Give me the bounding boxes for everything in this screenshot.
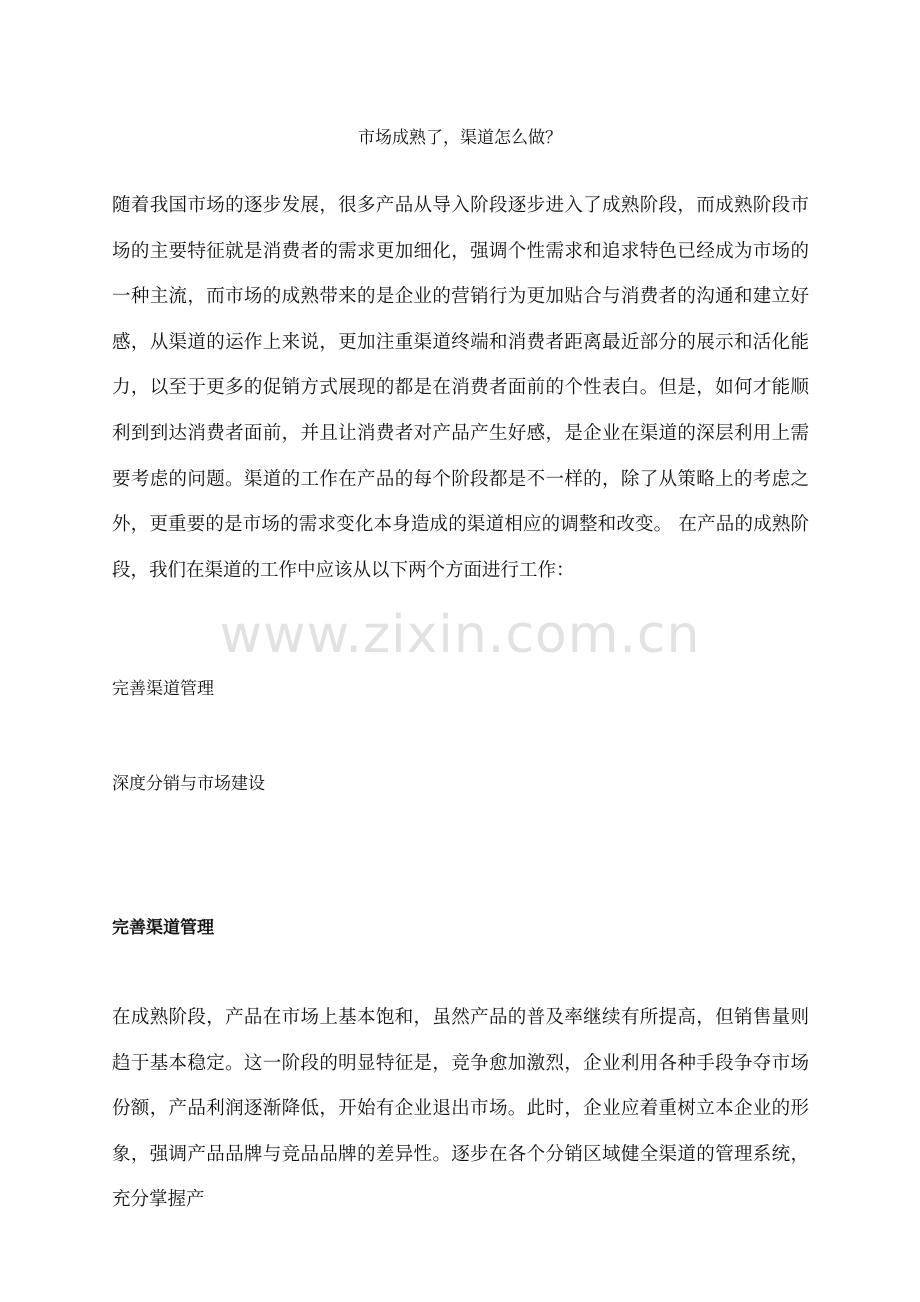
section-heading: 完善渠道管理 (112, 918, 214, 938)
intro-paragraph: 随着我国市场的逐步发展，很多产品从导入阶段逐步进入了成熟阶段，而成熟阶段市场的主要特征就是消费者的需求更加细化，强调个性需求和追求特色已经成为市场的一种主流，而市场的成熟带来的是企业的营销行为更加贴合与消费者的沟通和建立好感，从渠道的运作上来说，更加注重渠道终端和消费者距离最近部分的展示和活化能力，以至于更多的促销方式展现的都是在消费者面前的个性表白。但是，如何才能顺利到到达消费者面前，并且让消费者对产品产生好感，是企业在渠道的深层利用上需要考虑的问题。渠道的工作在产品的每个阶段都是不一样的，除了从策略上的考虑之外，更重要的是市场的需求变化本身造成的渠道相应的调整和改变。 在产品的成熟阶段，我们在渠道的工作中应该从以下两个方面进行工作： (112, 195, 809, 581)
outline-item-deep-distribution: 深度分销与市场建设 (112, 774, 265, 794)
section-paragraph: 在成熟阶段，产品在市场上基本饱和，虽然产品的普及率继续有所提高，但销售量则趋于基本稳定。这一阶段的明显特征是，竞争愈加激烈，企业利用各种手段争夺市场份额，产品利润逐渐降低，开始有企业退出市场。此时，企业应着重树立本企业的形象，强调产品品牌与竞品品牌的差异性。逐步在各个分销区域健全渠道的管理系统，充分掌握产 (112, 1007, 809, 1211)
watermark-text: www.zixin.com.cn (219, 605, 701, 665)
outline-item-channel-management: 完善渠道管理 (112, 679, 214, 699)
document-title: 市场成熟了，渠道怎么做？ (358, 128, 562, 148)
